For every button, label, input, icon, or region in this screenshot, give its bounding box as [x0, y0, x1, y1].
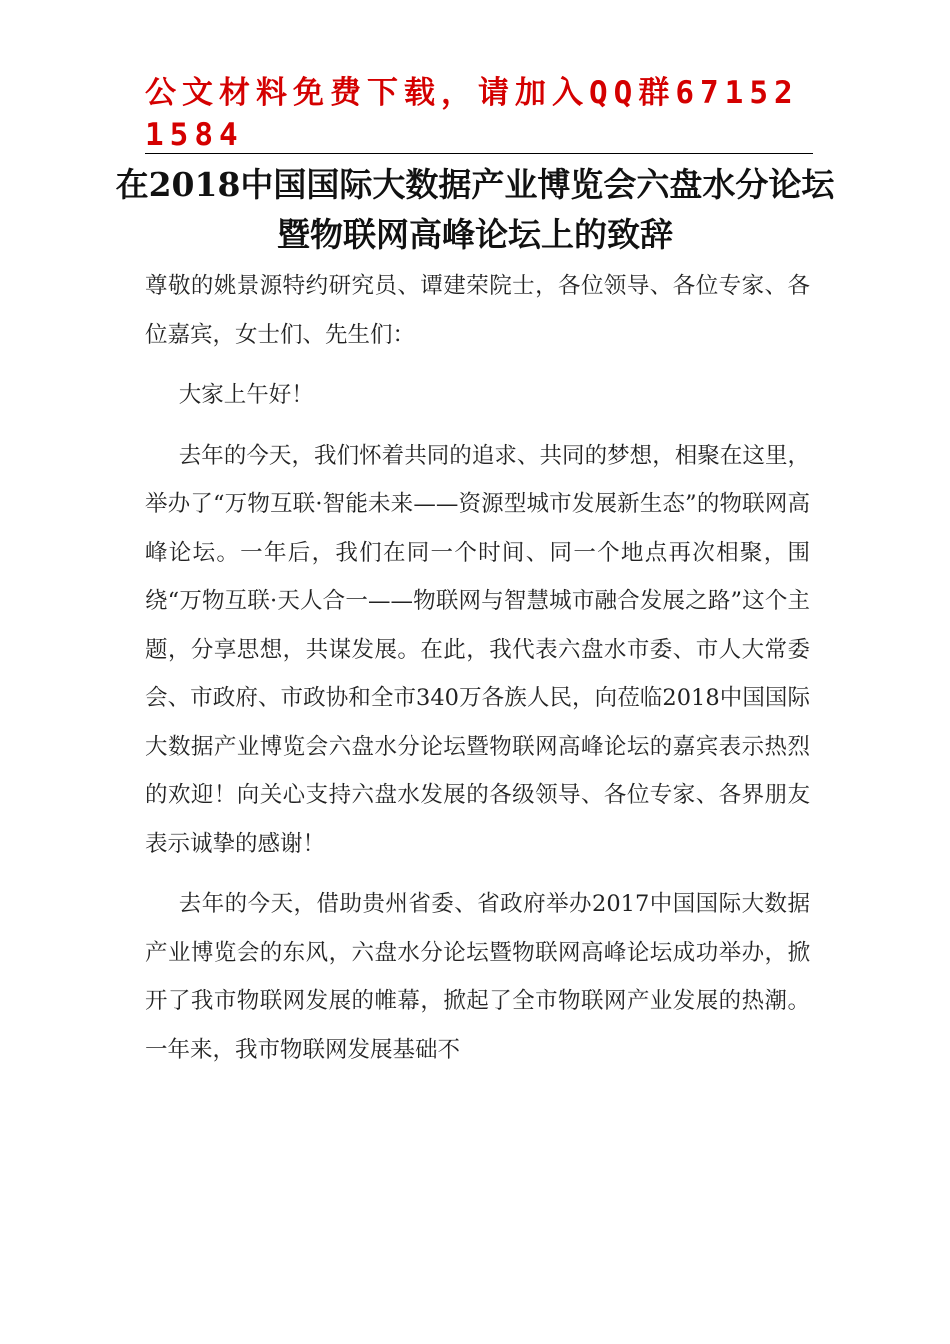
document-body [145, 262, 810, 1086]
document-title: 在2018中国国际大数据产业博览会六盘水分论坛暨物联网高峰论坛上的致辞 [115, 165, 835, 254]
paragraph-greeting: 大家上午好！ [178, 382, 314, 408]
paragraph: 去年的今天，借助贵州省委、省政府举办2017中国国际大数据产业博览会的东风，六盘水分论坛暨物联网高峰论坛成功举办，掀开了我市物联网发展的帷幕，掀起了全市物联网产业发展的热潮。一年来，我市物联网发展基础不 [145, 891, 810, 1063]
header-divider [145, 153, 813, 154]
download-promo-banner: 公文材料免费下载，请加入QQ群671521584 [145, 75, 799, 153]
salutation: 尊敬的姚景源特约研究员、谭建荣院士，各位领导、各位专家、各位嘉宾，女士们、先生们： [145, 273, 810, 348]
paragraph: 去年的今天，我们怀着共同的追求、共同的梦想，相聚在这里，举办了“万物互联·智能未来——资源型城市发展新生态”的物联网高峰论坛。一年后，我们在同一个时间、同一个地点再次相聚，围绕“万物互联·天人合一——物联网与智慧城市融合发展之路”这个主题，分享思想，共谋发展。在此，我代表六盘水市委、市人大常委会、市政府、市政协和全市340万各族人民，向莅临2018中国国际大数据产业博览会六盘水分论坛暨物联网高峰论坛的嘉宾表示热烈的欢迎！向关心支持六盘水发展的各级领导、各位专家、各界朋友表示诚挚的感谢！ [145, 442, 810, 857]
